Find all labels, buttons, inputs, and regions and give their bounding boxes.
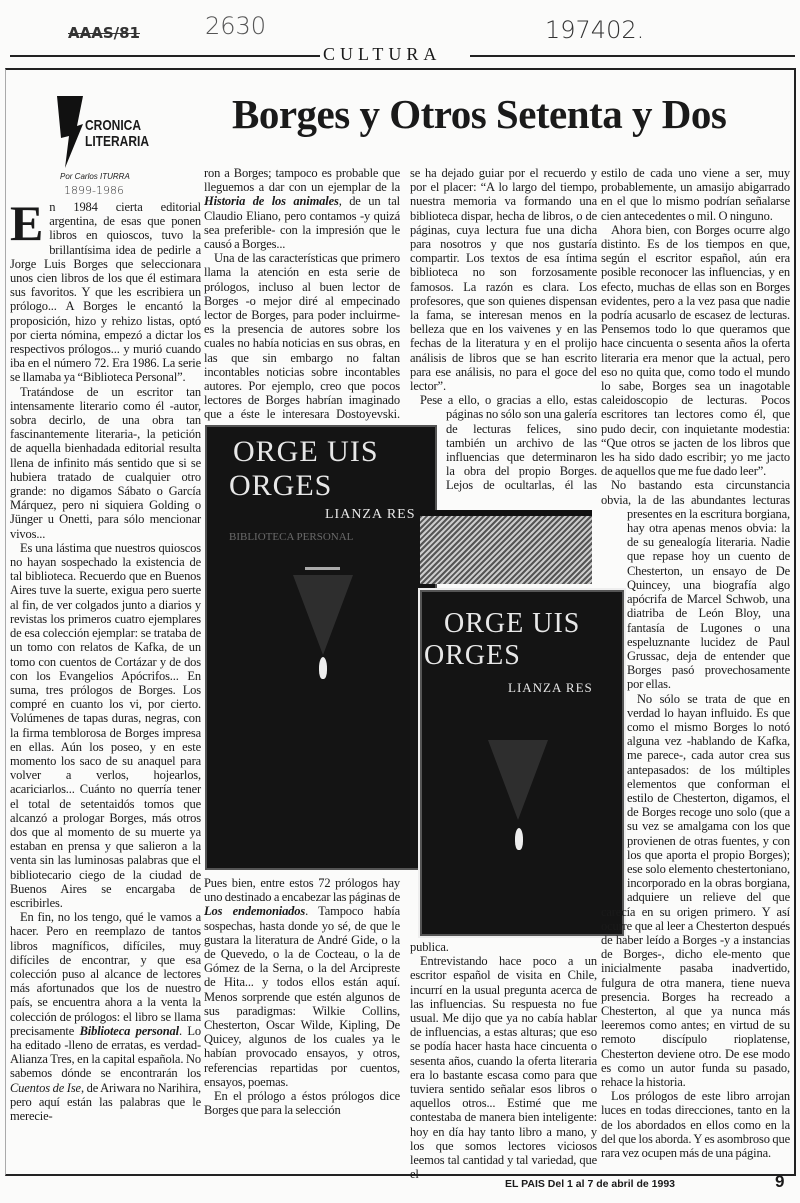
paragraph: Una de las características que primero llama la atención en esta serie de prólogos, incluso al buen lector de Borges -o mejor diré al empecinado lector de Borges, para poder incluirme- es la presencia de autores sobre los cuales no había noticias en sus obras, en las que sin embargo no faltan incontables noticias sobre incontables autores. Por ejemplo, creo que pocos lectores de Borges habrían imaginado que a éste le interesara Dostoyevski. Pues bien, entre estos 72 prólogos hay uno destinado a encabezar las páginas de Los endemoniados. Tampoco había sospechas, hasta donde yo sé, de que le gustara la literatura de André Gide, o la de Quevedo, o la de Cocteau, o la de Gómez de la Serna, o la del Arcipreste de Hita... y todos ellos están aquí. Menos sorprende que estén algunos de sus paradigmas: Wilkie Collins, Chesterton, Oscar Wilde, Kipling, De Quicey, algunos de los cuales ya le habían provocado ensayos, y otros, referencias repartidas por cuentos, ensayos, poemas.: [204, 251, 400, 1089]
handwritten-id: 197402.: [545, 16, 645, 44]
handwritten-number: 2630: [205, 12, 267, 40]
paragraph: Los prólogos de este libro arrojan luces en todas direcciones, tanto en la de los abordados en ellos como en la del que los aborda. Y es asombroso que rara vez ocupen más de una página.: [601, 1089, 790, 1161]
paragraph: Pese a ello, o gracias a ello, estas páginas no sólo son una galería de lecturas felices, sino también un archivo de las influencias que determinaron la obra del propio Borges. Lejos de ocultarlas, él las publica.: [410, 393, 597, 954]
column-4: [601, 166, 790, 1160]
paragraph: Ahora bien, con Borges ocurre algo distinto. Es de los tiempos en que, según el escritor español, aún era posible reconocer las influencias, y en efecto, muchas de ellas son en Borges evidentes, pero a la vez pasa que nadie podría acusarlo de escasez de lecturas. Pensemos todo lo que queramos que hace cincuenta o sesenta años la oferta literaria era menor que la actual, pero eso no quita que, como todo el mundo lo sabe, Borges sea un inagotable caleidoscopio de lecturas. Pocos escritores tan lectores como él, que pudo decir, con inquietante modestia: “Que otros se jacten de los libros que les ha sido dado escribir; yo me jacto de aquellos que me fue dado leer”.: [601, 222, 790, 479]
paragraph: En fin, no los tengo, qué le vamos a hacer. Pero en reemplazo de tantos libros magníficos, difíciles, muy difíciles de encontrar, y que esa colección puso al alcance de lectores más afortunados que los de nuestro país, se encuentra ahora a la venta la colección de prólogos: el libro se llama precisamente Biblioteca personal. Lo ha editado -lleno de erratas, es verdad- Alianza Tres, en la capital española. No sabemos dónde se encontrarán los Cuentos de Ise, de Ariwara no Narihira, pero aquí están las palabras que le merecie-: [10, 910, 202, 1123]
book-cover-photo-2: ORGE UIS ORGES LIANZA RES: [418, 588, 626, 938]
section-title: CULTURA: [323, 44, 442, 64]
paragraph: En el prólogo a éstos prólogos dice Borges que para la selección: [204, 1089, 400, 1118]
book-cover-photo-1: ORGE UIS ORGES LIANZA RES BIBLIOTECA PERSONAL: [205, 425, 437, 870]
paragraph: No sólo se trata de que en verdad lo hayan influido. Es que como el mismo Borges lo notó alguna vez -hablando de Kafka, me parece-, cada autor crea sus antepasados: de los múltiples elementos que conforman el estilo de Chesterton, digamos, el de Borges recoge uno solo (que a su vez se amalgama con los que provienen de otras fuentes, y con los que aporta el propio Borges); ese solo elemento chestertoniano, incorporado en la obras borgiana, adquiere un relieve del que carecía en su origen primero. Y así ocurre que al leer a Chesterton después de haber leído a Borges -y a instancias de Borges-, dicho ele-mento que inicialmente pasaba inadvertido, fulgura de otra manera, tiene nueva presencia. Borges ha recreado a Chesterton, al que ya nunca más leeremos como antes; en virtud de su remoto discípulo rioplatense, Chesterton deviene otro. De ese modo es como un autor funda su pasado, rehace la historia.: [601, 691, 790, 1089]
pen-nib-icon: [55, 96, 85, 168]
paragraph: Es una lástima que nuestros quioscos no hayan sospechado la existencia de tal biblioteca. Recuerdo que en Buenos Aires tuve la suerte, exigua pero suerte al fin, de ver colgados junto a diarios y revistas los primeros cuatro ejemplares de esa colección ejemplar: se trataba de un tomo con relatos de Kafka, de un tomo con cuentos de Cortázar y de dos con los Evangelios Apócrifos... En suma, tres prólogos de Borges. Los compré en cuanto los vi, por cierto. Volúmenes de tapas duras, negras, con la firma temblorosa de Borges impresa en ellas. Aún los poseo, y en este momento los saco de su anaquel para volver a verlos, hojearlos, acariciarlos... Cuánto no querría tener el total de setentaidós tomos que alcanzó a prologar Borges, más otros dos que al momento de su muerte ya estaban en prensa y que salieron a la venta sin las luminosas palabras que el bibliotecario ciego de la ciudad de Buenos Aires se encargaba de escribirles.: [10, 540, 201, 910]
paragraph: ron a Borges; tampoco es probable que lleguemos a dar con un ejemplar de la Historia de los animales, de un tal Claudio Eliano, pero contamos -y quizá sea preferible- con la impresión que le causó a Borges...: [204, 166, 400, 252]
article-title: Borges y Otros Setenta y Dos: [232, 91, 727, 137]
header-rule-right: [470, 55, 795, 57]
column-3: [410, 166, 597, 1181]
cronica-literaria-logo: [55, 96, 149, 171]
page-number: 9: [775, 1172, 785, 1191]
paragraph: n 1984 cierta editorial argentina, de esas que ponen libros en quioscos, tuvo la brillantísima idea de pedirle a Jorge Luis Borges que seleccionara unos cien libros de los que él estimara sus favoritos. Y que les escribiera un prólogo... A Borges le encantó la proposición, hizo y rehizo listas, optó por cierta nómina, empezó a dictar los respectivos prólogos... y murió cuando iba en el número 72. Era 1986. La serie se llamaba ya “Biblioteca Personal”.: [10, 200, 201, 385]
column-2: [204, 166, 400, 1117]
paragraph: No bastando esta circunstancia obvia, la de las abundantes lecturas presentes en la escritura borgiana, hay otra apenas menos obvia: la de su genealogía literaria. Nadie que repase hoy un cuento de Chesterton, un ensayo de De Quincey, una biografía algo apócrifa de Marcel Schwob, una diatriba de León Bloy, una fantasía de Lugones o una espeluznante lucidez de Paul Grussac, deja de entender que Borges pasó provechosamente por ellas.: [601, 478, 790, 692]
handwritten-code: AAAS/81: [68, 24, 140, 42]
footer-source: EL PAIS Del 1 al 7 de abril de 1993: [505, 1178, 676, 1190]
handwritten-dates: 1899-1986: [64, 184, 124, 197]
paragraph: Entrevistando hace poco a un escritor español de visita en Chile, incurrí en la usual pregunta acerca de las influencias. Su respuesta no fue usual. Me dijo que ya no cabía hablar de influencias, a estas alturas; que eso se podía hacer hasta hace cincuenta o sesenta años, cuando la oferta literaria era lo bastante escasa como para que tuviera sentido señalar esos libros o aquellos otros... Estimé que me contestaba de manera bien inteligente: hoy en día hay tanto libro a mano, y los que somos lectores viciosos leemos tal cantidad y tal variedad, que el: [410, 954, 597, 1182]
drop-cap: E: [10, 195, 44, 251]
header-rule-left: [10, 55, 320, 57]
logo-line1: CRONICA: [85, 117, 141, 134]
column-1: [10, 195, 202, 1123]
paragraph: estilo de cada uno viene a ser, muy probablemente, un amasijo abigarrado en el que lo mismo podrían señalarse cien antecedentes o mil. O ninguno.: [601, 166, 790, 223]
paragraph: Tratándose de un escritor tan intensamente literario como él -autor, sobra decirlo, de una obra tan fascinantemente literaria-, la petición de aquella bienhadada editorial resulta llena de infinito más sentido que si se hubiera tratado de cualquier otro grande: no digamos Sábato o García Márquez, pero ni siquiera Golding o Jünger u Onetti, para sólo mencionar vivos...: [10, 384, 201, 541]
paragraph: se ha dejado guiar por el recuerdo y por el placer: “A lo largo del tiempo, nuestra memoria va formando una biblioteca dispar, hecha de libros, o de páginas, cuya lectura fue una dicha para nosotros y que nos gustaría compartir. Los textos de esa íntima biblioteca no son forzosamente famosos. La razón es clara. Los profesores, que son quienes dispensan la fama, se interesan menos en la belleza que en los vaivenes y en las fechas de la literatura y en el prolijo análisis de libros que se han escrito para ese análisis, no para el goce del lector”.: [410, 166, 597, 394]
logo-line2: LITERARIA: [85, 133, 149, 150]
byline: Por Carlos ITURRA: [60, 172, 130, 181]
